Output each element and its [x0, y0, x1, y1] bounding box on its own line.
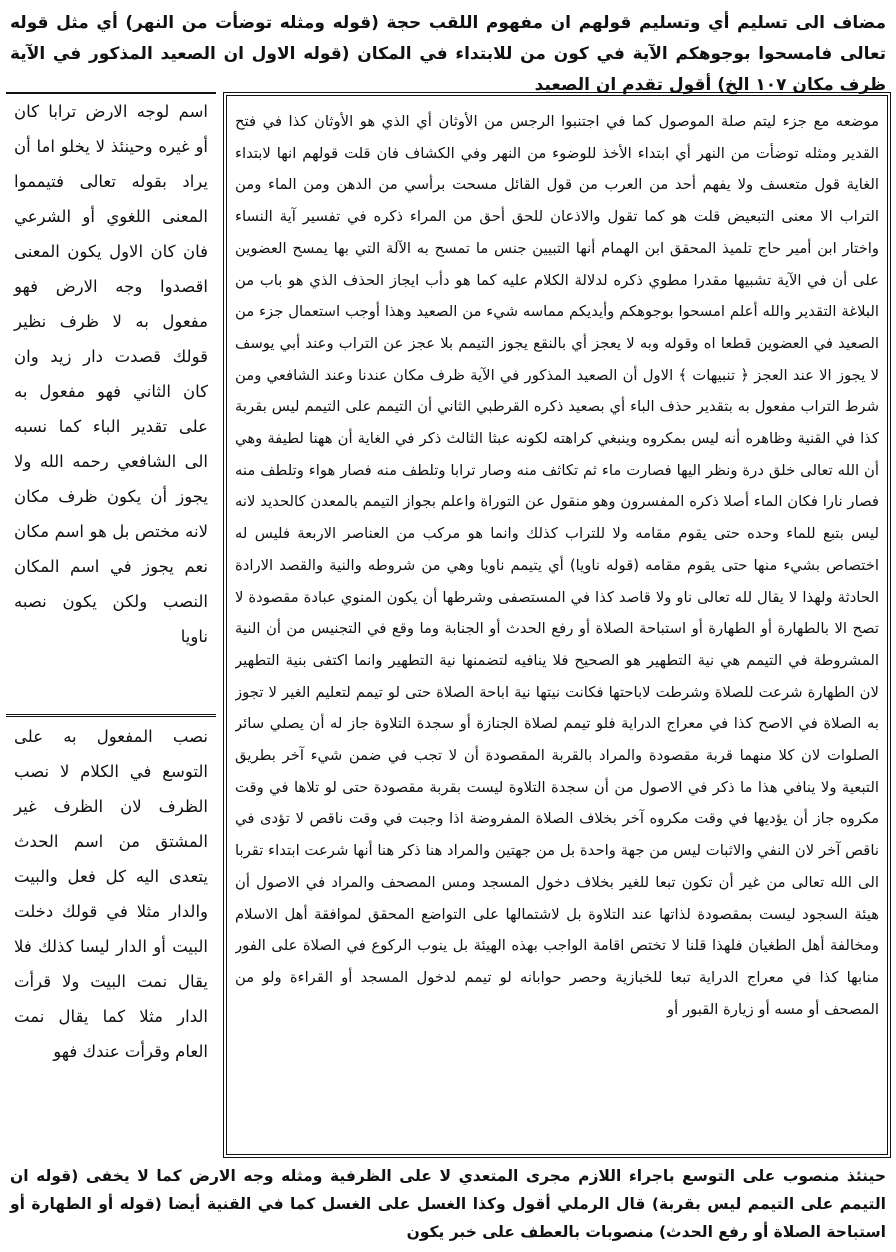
- side-note-upper-text: اسم لوجه الارض ترابا كان أو غيره وحينئذ لا يخلو اما أن يراد بقوله تعالى فتيمموا المعنى اللغوي أو الشرعي فان كان الاول يكون المعنى اقصدوا وجه الارض فهو مفعول به لا ظرف نظير قولك قصدت دار زيد وان كان الثاني فهو مفعول به على تقدير الباء كما نسبه الى الشافعي رحمه الله ولا يجوز أن يكون ظرف مكان لانه مختص بل هو اسم مكان نعم يجوز في اسم المكان النصب ولكن يكون نصبه ناويا: [14, 102, 208, 646]
- side-note-lower: [6, 714, 216, 1158]
- top-commentary-text: مضاف الى تسليم أي وتسليم قولهم ان مفهوم اللقب حجة (قوله ومثله توضأت من النهر) أي مثل قوله تعالى فامسحوا بوجوهكم الآية في كون من للابتداء في المكان (قوله الاول ان الصعيد المذكور في الآية ظرف مكان ١٠٧ الخ) أقول تقدم ان الصعيد: [10, 13, 886, 95]
- bottom-commentary: [10, 1162, 886, 1248]
- bottom-commentary-text: حينئذ منصوب على التوسع باجراء اللازم مجرى المتعدي لا على الظرفية ومثله وجه الارض كما لا يخفى (قوله ان التيمم على التيمم ليس بقربة) قال الرملي أقول وكذا الغسل على الغسل كما في القنية أيضا (قوله أو الطهارة أو استباحة الصلاة أو رفع الحدث) منصوبات بالعطف على خبر يكون: [10, 1167, 886, 1241]
- side-margin-column: [6, 92, 216, 1158]
- main-text-body: موضعه مع جزء ليتم صلة الموصول كما في اجتنبوا الرجس من الأوثان أي الذي هو الأوثان كذا في فتح القدير ومثله توضأت من النهر أي ابتداء الأخذ للوضوء من النهر وفي الكشاف فان قلت قولهم انها لابتداء الغاية قول متعسف ولا يفهم أحد من العرب من قول القائل مسحت برأسي من الدهن ومن الماء ومن التراب الا معنى التبعيض قلت هو كما تقول والاذعان للحق أحق من المراء ذكره في تفسير آية النساء واختار ابن أمير حاج تلميذ المحقق ابن الهمام أنها التبيين جنس ما تمسح به الآلة التي بها يمسح العضوين على أن في الآية تشبيها مقدرا مطوي ذكره لدلالة الكلام عليه كما هو دأب ايجاز الحذف الذي هو باب من البلاغة التقدير والله أعلم امسحوا بوجوهكم وأيديكم مماسه شيء من الصعيد وهذا أوجب استعمال جزء من الصعيد في العضوين قطعا اه وقوله وبه لا يعجز أي بالنقع يجوز التيمم بلا عجز عن التراب وعند أبي يوسف لا يجوز الا عند العجز ﴿ تنبيهات ﴾ الاول أن الصعيد المذكور في الآية ظرف مكان عندنا وعند الشافعي ومن شرط التراب مفعول به بتقدير حذف الباء أي بصعيد ذكره القرطبي الثاني أن التيمم على التيمم ليس بقربة كذا في القنية وظاهره أنه ليس بمكروه وينبغي كراهته لكونه عبثا الثالث ذكر في الغاية أن ههنا لطيفة وهي أن الله تعالى خلق درة ونظر اليها فصارت ماء ثم تكاثف منه وصار ترابا وتلطف منه فصار هواء وتلطف منه فصار نارا فكان الماء أصلا ذكره المفسرون وهو منقول عن التوراة واعلم بجواز التيمم بالمعدن كالحديد لانه ليس بتبع للماء وحده حتى يقوم مقامه ولا للتراب كذلك وانما هو مركب من العناصر الاربعة فليس له اختصاص بشيء منها حتى يقوم مقامه (قوله ناويا) أي يتيمم ناويا وهي من شروطه والنية والقصد الارادة الحادثة ولهذا لا يقال لله تعالى ناو ولا قاصد كذا في المستصفى وشرطها أن يكون المنوي عبادة مقصودة لا تصح الا بالطهارة أو الطهارة أو استباحة الصلاة أو رفع الحدث أو الجنابة وما وقع في التجنيس من أن النية المشروطة في التيمم هي نية التطهير هو الصحيح فلا ينافيه لتضمنها نية التطهير وانما اكتفى بنية التطهير لان الطهارة شرعت للصلاة وشرطت لاباحتها فكانت نيتها نية اباحة الصلاة حتى لو تيمم لتعليم الغير لا تجوز به الصلاة في الاصح كذا في معراج الدراية فلو تيمم لصلاة الجنازة أو سجدة التلاوة جاز له أن يصلي سائر الصلوات لان كلا منهما قربة مقصودة والمراد بالقربة المقصودة أن لا تجب في ضمن شيء آخر بطريق التبعية ولا ينافي هذا ما ذكر في الاصول من أن سجدة التلاوة ليست بقربة مقصودة حتى لو تلاها في وقت مكروه جاز أن يؤديها في وقت مكروه آخر بخلاف الصلاة المفروضة اذا وجبت في وقت ناقص لا تؤدى في ناقص آخر لان النفي والاثبات ليس من جهة واحدة بل من جهتين والمراد هنا ذكر هنا أنها شرعت ابتداء تقربا الى الله تعالى من غير أن تكون تبعا للغير بخلاف دخول المسجد ومس المصحف والمراد في الاصول أن هيئة السجود ليست بمقصودة لذاتها عند التلاوة بل لاشتمالها على التواضع المحقق لموافقة أهل الاسلام ومخالفة أهل الطغيان فلهذا قلنا لا تختص اقامة الواجب بهذه الهيئة بل ينوب الركوع في الصلاة على الفور منابها كذا في معراج الدراية تبعا للخبازية وحصر حوابانه لو تيمم لدخول المسجد أو القراءة ولو من المصحف أو مسه أو زيارة القبور أو: [235, 113, 879, 1018]
- top-commentary: [10, 8, 886, 95]
- main-text-block: [235, 106, 879, 1148]
- side-note-upper: [6, 92, 216, 712]
- side-note-lower-text: نصب المفعول به على التوسع في الكلام لا نصب الظرف لان الظرف غير المشتق من اسم الحدث يتعدى اليه كل فعل والبيت والدار مثلا في قولك دخلت البيت أو الدار ليسا كذلك فلا يقال نمت البيت ولا قرأت الدار مثلا كما يقال نمت العام وقرأت عندك فهو: [14, 727, 208, 1061]
- main-text-frame: [223, 92, 891, 1158]
